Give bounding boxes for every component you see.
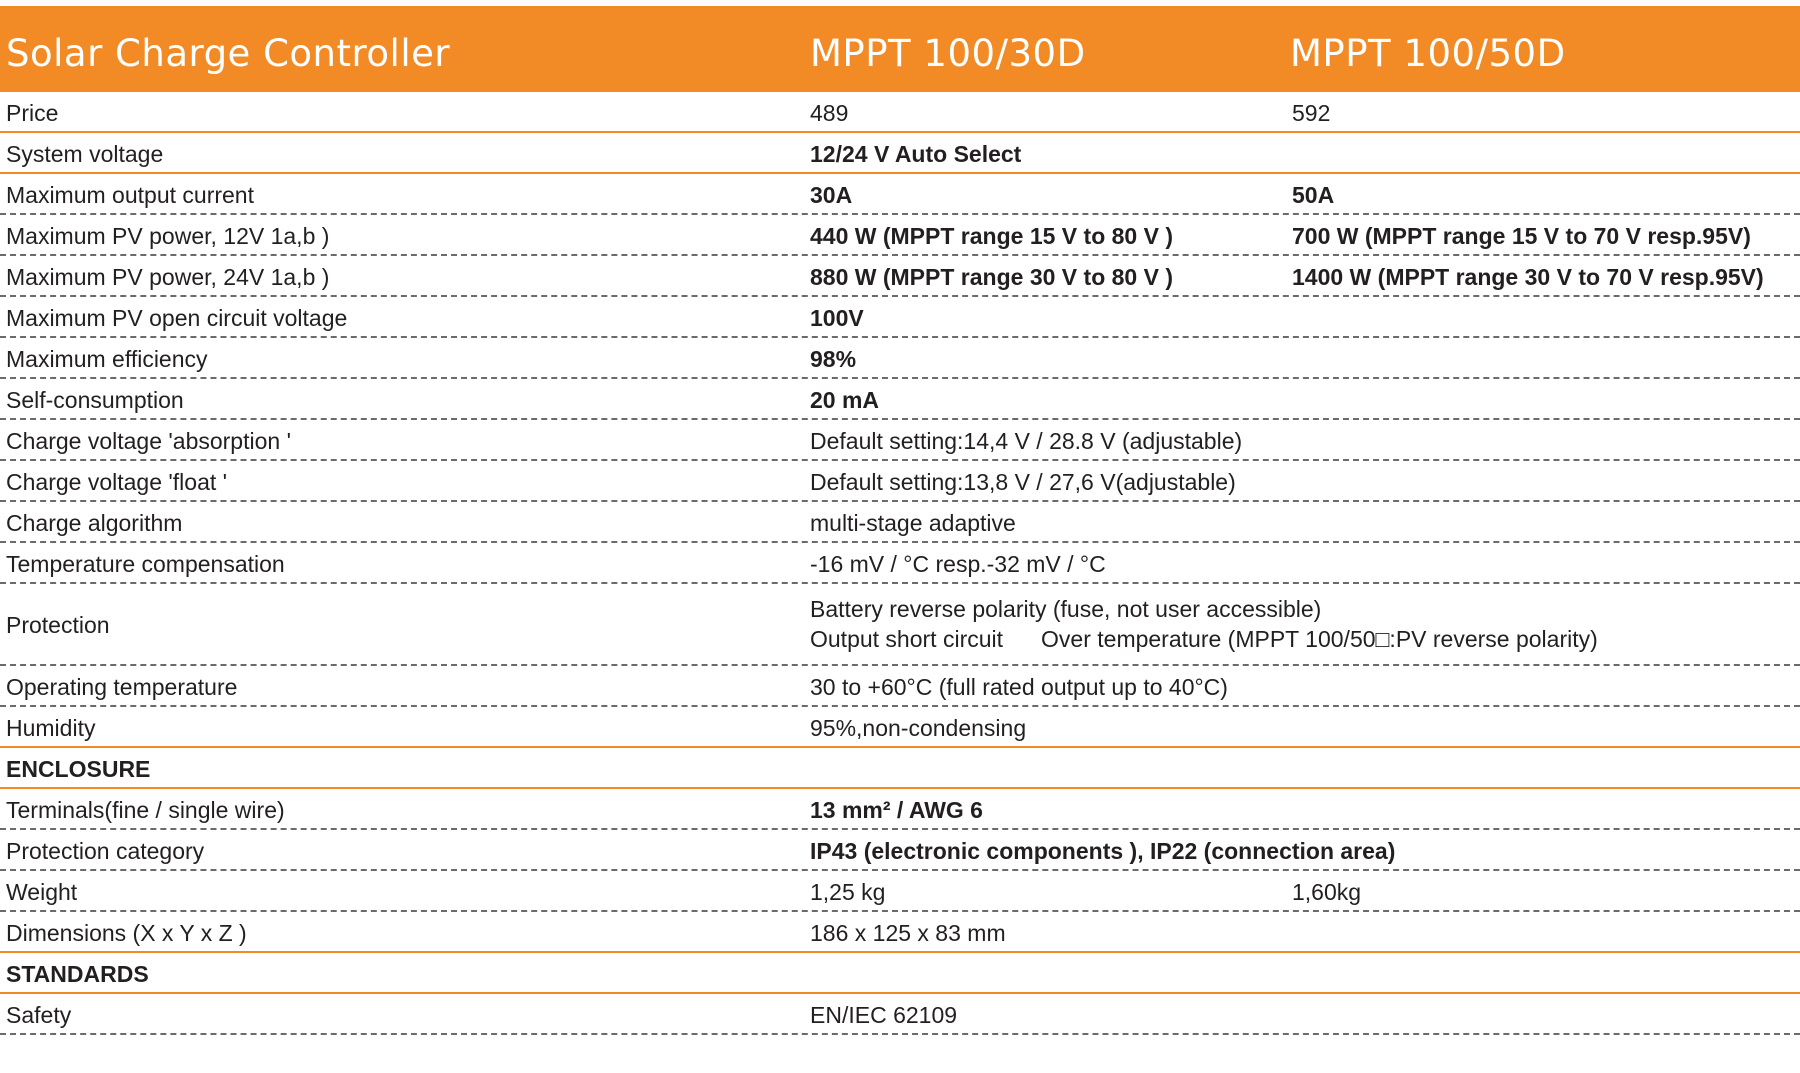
row-value-1: IP43 (electronic components ), IP22 (connection area) [810,838,1396,864]
row-value-1: 186 x 125 x 83 mm [810,920,1006,946]
table-header [0,6,1800,92]
table-row [0,379,1800,420]
table-row [0,789,1800,830]
table-row [0,92,1800,133]
row-value-1: 1,25 kg [810,879,886,905]
table-row [0,215,1800,256]
row-value-1: EN/IEC 62109 [810,1002,958,1028]
table-row [0,543,1800,584]
row-value-2: 592 [1292,100,1331,126]
table-row [0,871,1800,912]
row-label: Temperature compensation [6,551,285,577]
protection-values [810,596,1598,656]
row-label: Protection category [6,838,205,864]
row-label: Charge voltage 'absorption ' [6,428,291,454]
row-value-1: 95%,non-condensing [810,715,1027,741]
table-row [0,338,1800,379]
row-label: Dimensions (X x Y x Z ) [6,920,247,946]
table-row-protection [0,584,1800,666]
row-value-1: 13 mm² / AWG 6 [810,797,983,823]
row-label: Terminals(fine / single wire) [6,797,285,823]
row-label: Self-consumption [6,387,184,413]
row-value-1: -16 mV / °C resp.-32 mV / °C [810,551,1106,577]
row-label: Maximum efficiency [6,346,208,372]
row-value-1: 489 [810,100,849,126]
section-heading: ENCLOSURE [6,756,151,782]
row-value-1: 100V [810,305,864,331]
table-row [0,420,1800,461]
row-value-1: 30A [810,182,853,208]
row-label: Maximum output current [6,182,254,208]
table-row [0,666,1800,707]
header-model-1: MPPT 100/30D [810,32,1086,75]
table-row [0,830,1800,871]
row-label: Maximum PV power, 24V 1a,b ) [6,264,330,290]
row-value-2: 50A [1292,182,1335,208]
row-value-2: 1,60kg [1292,879,1362,905]
row-value-1: 20 mA [810,387,880,413]
section-heading: STANDARDS [6,961,149,987]
row-value-2: 700 W (MPPT range 15 V to 70 V resp.95V) [1292,223,1751,249]
row-label: Weight [6,879,78,905]
table-row [0,174,1800,215]
row-value-1: multi-stage adaptive [810,510,1016,536]
row-label: Protection [6,612,110,638]
row-value-1: 30 to +60°C (full rated output up to 40°C) [810,674,1228,700]
table-row [0,912,1800,953]
section-heading-enclosure [0,748,1800,789]
row-value-1: 12/24 V Auto Select [810,141,1022,167]
row-value-1: Default setting:13,8 V / 27,6 V(adjustable) [810,469,1236,495]
table-row [0,297,1800,338]
row-label: Maximum PV power, 12V 1a,b ) [6,223,330,249]
table-row [0,707,1800,748]
row-label: Operating temperature [6,674,238,700]
row-label: Charge algorithm [6,510,183,536]
protection-line-2b: Over temperature (MPPT 100/50□:PV reverse polarity) [1041,626,1598,652]
row-label: Maximum PV open circuit voltage [6,305,348,331]
header-model-2: MPPT 100/50D [1290,32,1566,75]
protection-line-1: Battery reverse polarity (fuse, not user accessible) [810,596,1322,622]
table-row [0,994,1800,1035]
spec-sheet [0,6,1800,1035]
row-value-1: Default setting:14,4 V / 28.8 V (adjustable) [810,428,1243,454]
table-row [0,502,1800,543]
protection-line-2 [810,626,1598,656]
row-label: System voltage [6,141,164,167]
row-label: Price [6,100,59,126]
row-label: Charge voltage 'float ' [6,469,228,495]
table-row [0,133,1800,174]
row-value-1: 880 W (MPPT range 30 V to 80 V ) [810,264,1173,290]
row-value-2: 1400 W (MPPT range 30 V to 70 V resp.95V) [1292,264,1764,290]
row-value-1: 98% [810,346,857,372]
row-label: Safety [6,1002,72,1028]
row-value-1: 440 W (MPPT range 15 V to 80 V ) [810,223,1173,249]
section-heading-standards [0,953,1800,994]
table-row [0,256,1800,297]
header-title: Solar Charge Controller [6,32,451,75]
row-label: Humidity [6,715,96,741]
protection-line-2a: Output short circuit [810,626,1004,652]
table-row [0,461,1800,502]
